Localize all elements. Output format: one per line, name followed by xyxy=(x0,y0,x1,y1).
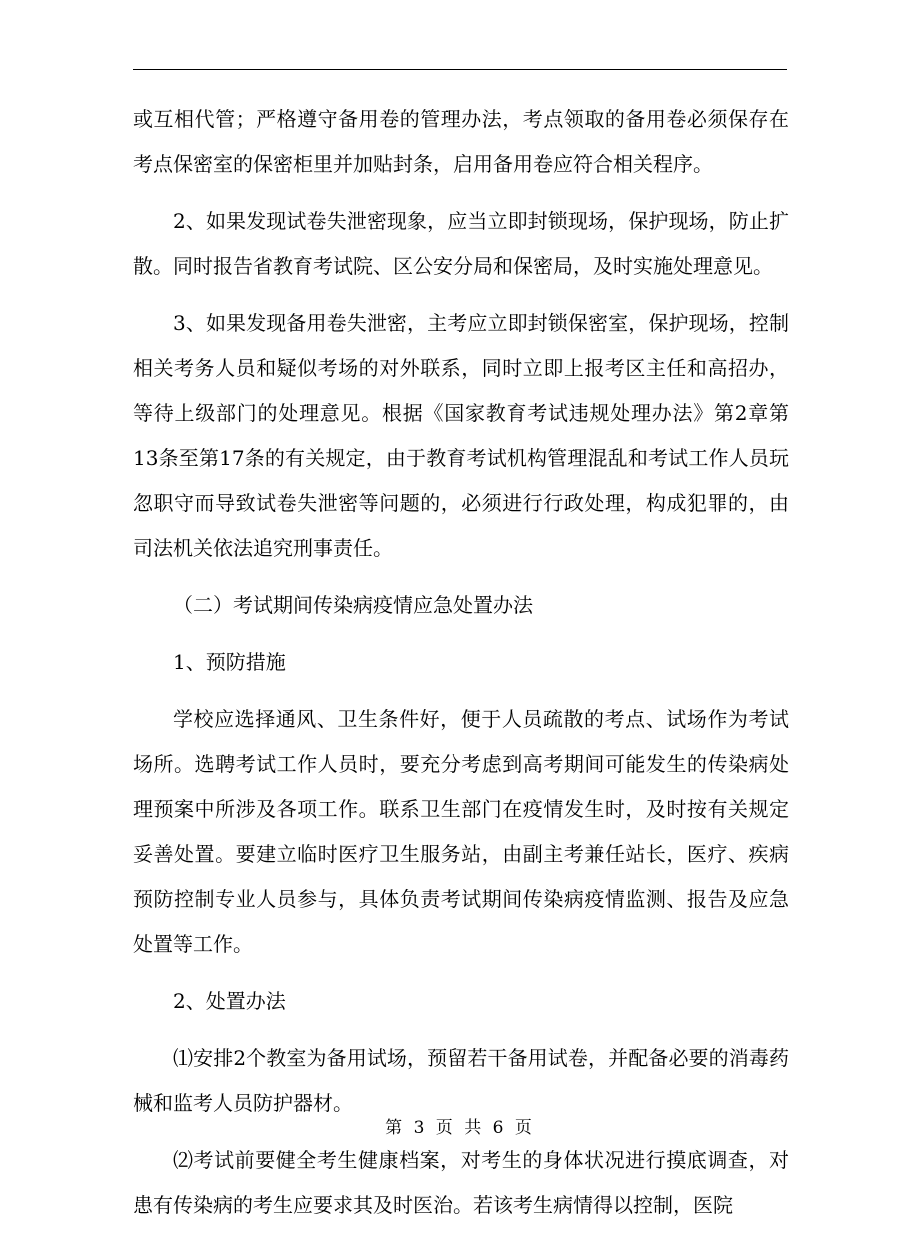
paragraph: ⑴安排2个教室为备用试场，预留若干备用试卷，并配备必要的消毒药械和监考人员防护器材。 xyxy=(133,1046,789,1115)
paragraph: 3、如果发现备用卷失泄密，主考应立即封锁保密室，保护现场，控制相关考务人员和疑似考场的对外联系，同时立即上报考区主任和高招办，等待上级部门的处理意见。根据《国家教育考试违规处理办法》第2章第13条至第17条的有关规定，由于教育考试机构管理混乱和考试工作人员玩忽职守而导致试卷失泄密等问题的，必须进行行政处理，构成犯罪的，由司法机关依法追究刑事责任。 xyxy=(133,311,789,560)
paragraph: 学校应选择通风、卫生条件好，便于人员疏散的考点、试场作为考试场所。选聘考试工作人员时，要充分考虑到高考期间可能发生的传染病处理预案中所涉及各项工作。联系卫生部门在疫情发生时，及时按有关规定妥善处置。要建立临时医疗卫生服务站，由副主考兼任站长，医疗、疾病预防控制专业人员参与，具体负责考试期间传染病疫情监测、报告及应急处置等工作。 xyxy=(133,707,789,956)
document-body xyxy=(133,97,789,1240)
section-heading: （二）考试期间传染病疫情应急处置办法 xyxy=(173,593,533,617)
paragraph: 2、如果发现试卷失泄密现象，应当立即封锁现场，保护现场，防止扩散。同时报告省教育考试院、区公安分局和保密局，及时实施处理意见。 xyxy=(133,209,789,278)
page-footer: 第 3 页 共 6 页 xyxy=(385,1118,535,1138)
paragraph: ⑵考试前要健全考生健康档案，对考生的身体状况进行摸底调查，对患有传染病的考生应要求其及时医治。若该考生病情得以控制，医院 xyxy=(133,1148,789,1217)
paragraph: 或互相代管；严格遵守备用卷的管理办法，考点领取的备用卷必须保存在考点保密室的保密柜里并加贴封条，启用备用卷应符合相关程序。 xyxy=(133,107,789,176)
header-rule xyxy=(133,69,787,70)
subsection-heading: 2、处置办法 xyxy=(173,989,286,1013)
subsection-heading: 1、预防措施 xyxy=(173,650,286,674)
